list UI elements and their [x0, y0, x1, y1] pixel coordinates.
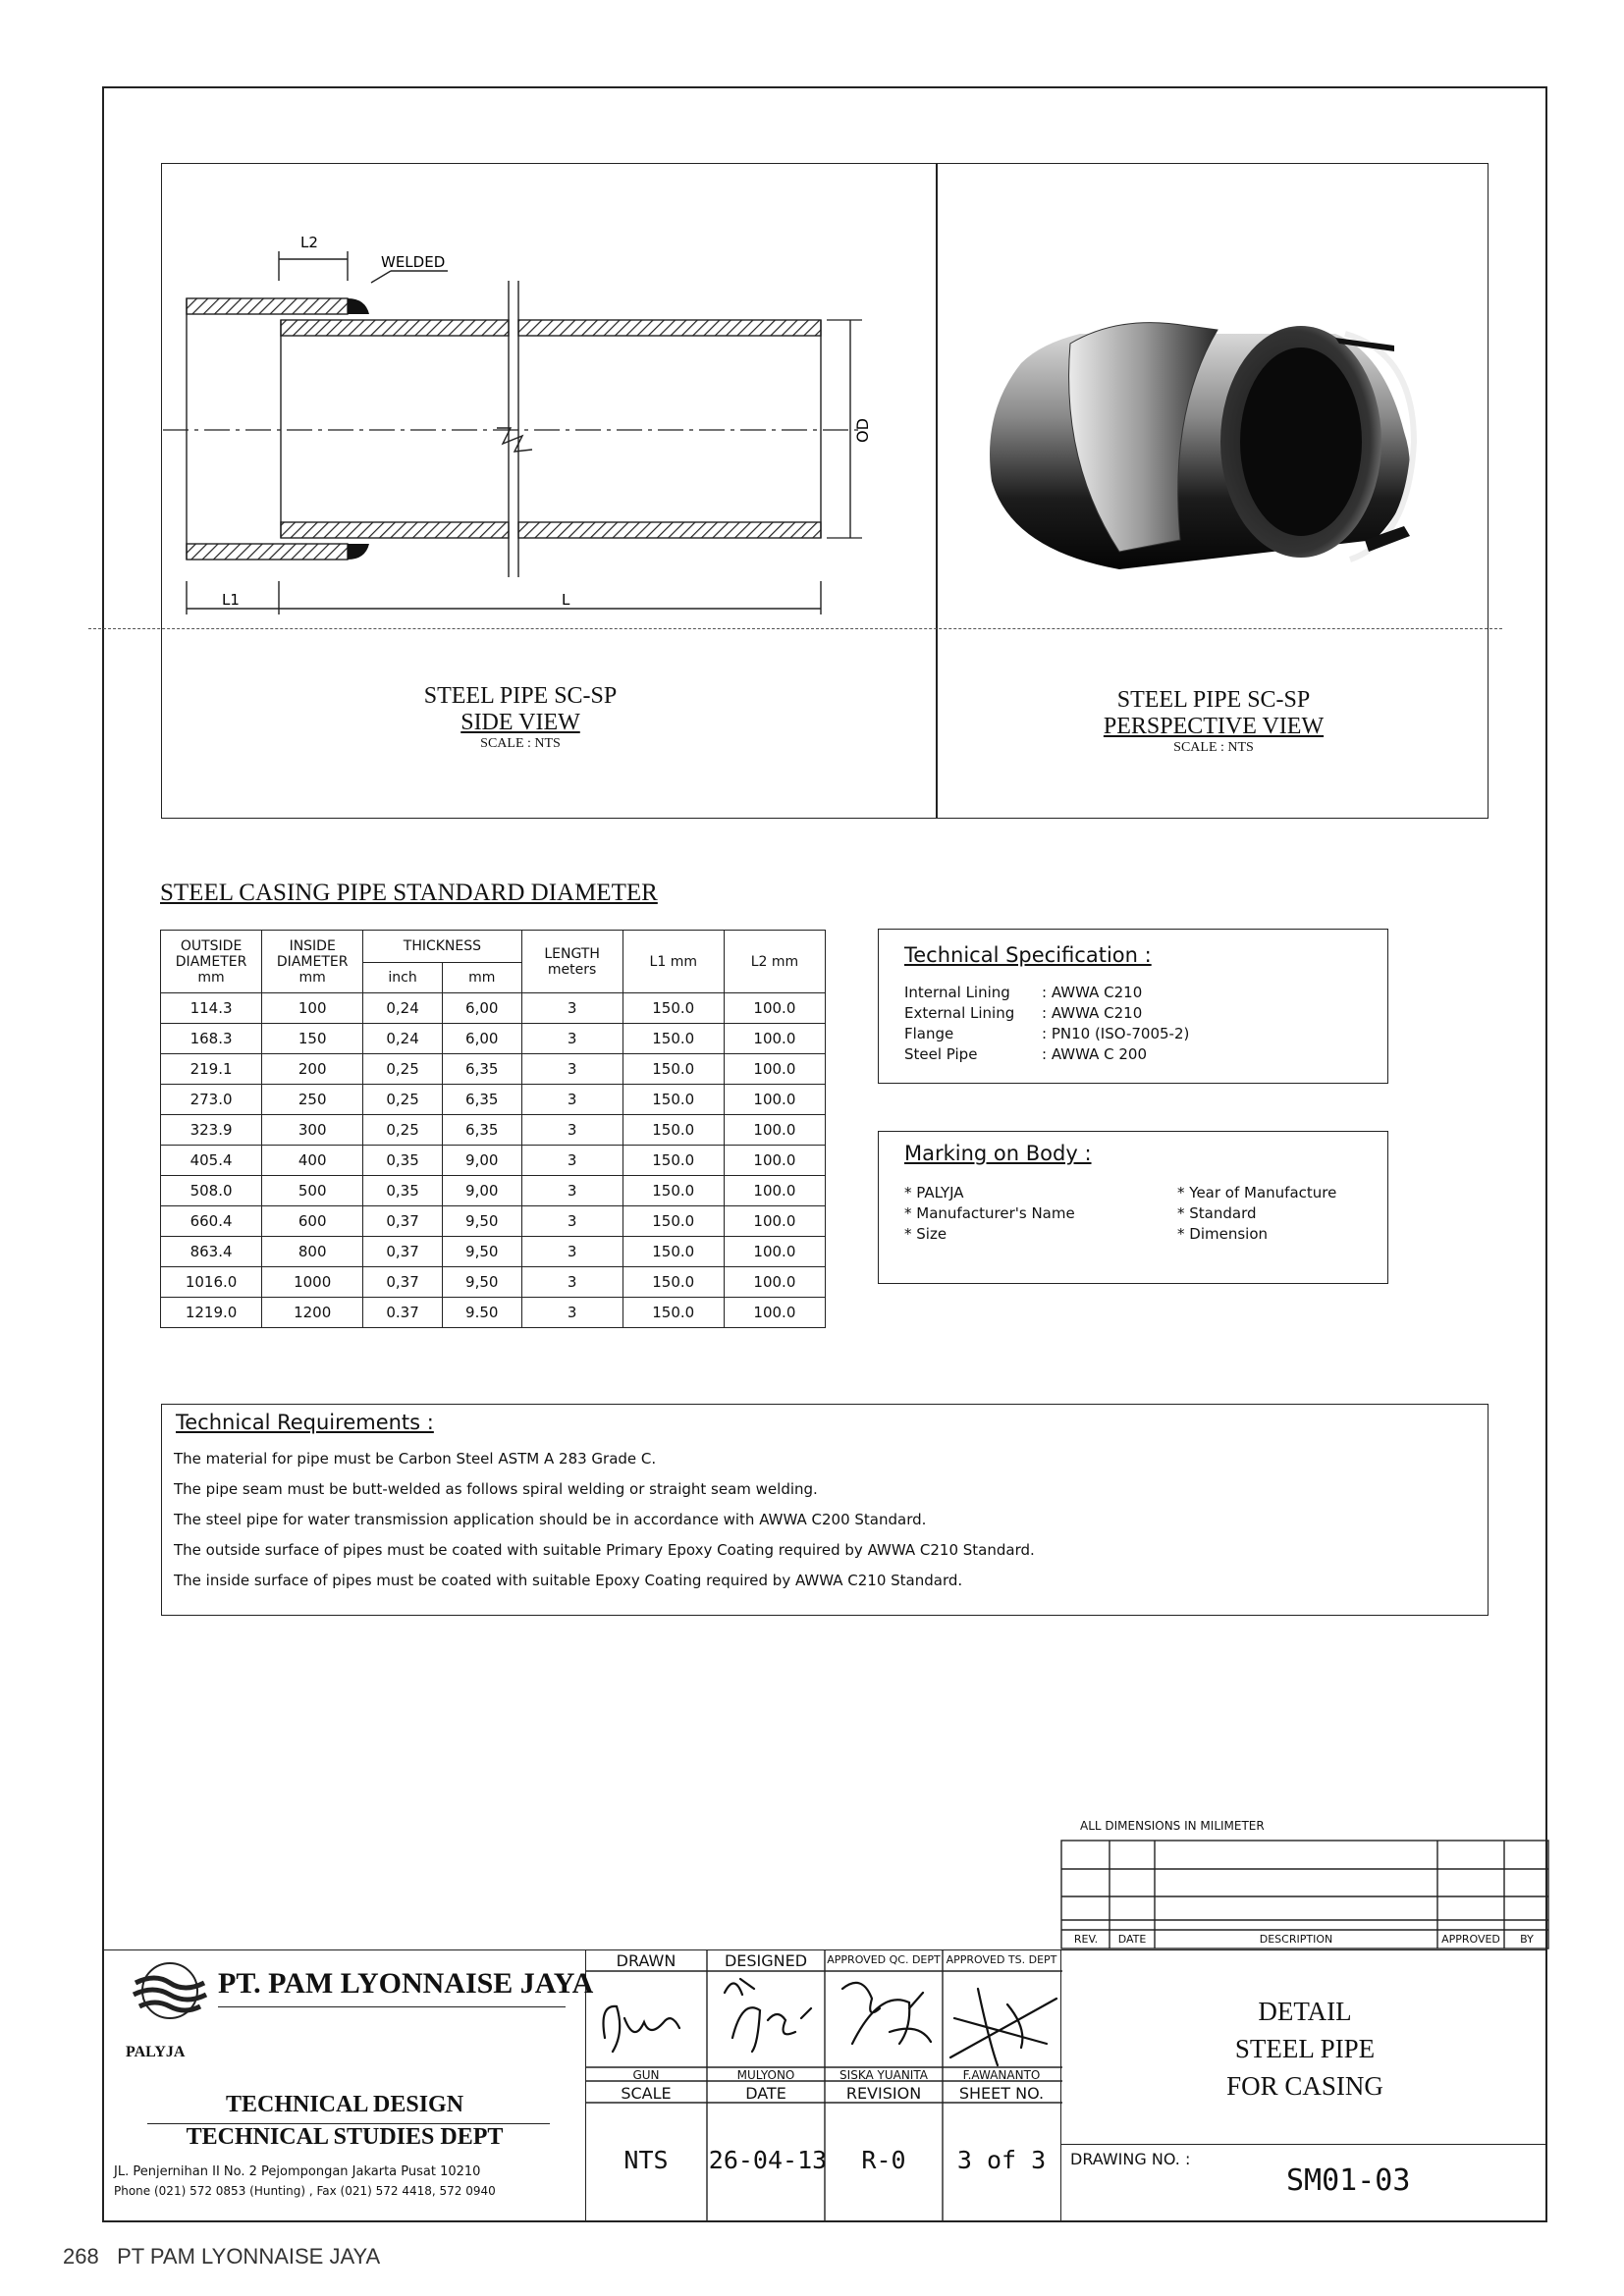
table-cell: 3	[521, 1298, 623, 1328]
table-cell: 150.0	[623, 1267, 724, 1298]
table-cell: 273.0	[161, 1085, 262, 1115]
date-label: DATE	[745, 2084, 786, 2103]
table-cell: 0,35	[363, 1146, 443, 1176]
table-cell: 3	[521, 1237, 623, 1267]
marking-item: * Year of Manufacture	[1177, 1184, 1337, 1201]
approved-ts-name: F.AWANANTO	[962, 2068, 1041, 2082]
perspective-view-scale: SCALE : NTS	[1173, 740, 1254, 755]
table-cell: 6,35	[442, 1085, 521, 1115]
technical-requirements-title: Technical Requirements :	[176, 1411, 434, 1434]
table-cell: 508.0	[161, 1176, 262, 1206]
table-cell: 0,24	[363, 993, 443, 1024]
table-row	[161, 1267, 826, 1298]
side-view-scale: SCALE : NTS	[480, 736, 561, 751]
table-cell: 100.0	[724, 1146, 825, 1176]
table-cell: 1000	[262, 1267, 363, 1298]
table-cell: 150.0	[623, 1115, 724, 1146]
drawing-title-line-2: STEEL PIPE	[1234, 2034, 1376, 2063]
spec-item-label: Steel Pipe	[904, 1045, 978, 1063]
requirement-item: The inside surface of pipes must be coated with suitable Epoxy Coating required by AWWA C210 Standard.	[174, 1572, 963, 1589]
designed-label: DESIGNED	[724, 1951, 808, 1970]
scale-label: SCALE	[621, 2084, 672, 2103]
spec-item	[904, 1003, 1189, 1024]
spec-item-label: Internal Lining	[904, 984, 1010, 1001]
table-cell: 0,37	[363, 1237, 443, 1267]
table-cell: 9.50	[442, 1298, 521, 1328]
header-l2: L2 mm	[724, 931, 825, 993]
table-cell: 3	[521, 1115, 623, 1146]
table-cell: 405.4	[161, 1146, 262, 1176]
palyja-logo-icon	[126, 1959, 214, 2022]
table-cell: 100.0	[724, 1267, 825, 1298]
header-thickness: THICKNESS	[363, 931, 521, 963]
drawn-name: GUN	[632, 2068, 660, 2082]
table-cell: 100.0	[724, 1024, 825, 1054]
rev-header-date: DATE	[1117, 1933, 1147, 1946]
spec-item-value: : AWWA C210	[1042, 984, 1143, 1001]
table-cell: 6,00	[442, 1024, 521, 1054]
company-name: PT. PAM LYONNAISE JAYA	[218, 1967, 594, 2000]
drawing-title-line-3: FOR CASING	[1226, 2071, 1383, 2101]
designed-name: MULYONO	[736, 2068, 795, 2082]
table-cell: 100.0	[724, 993, 825, 1024]
table-cell: 800	[262, 1237, 363, 1267]
company-phone: Phone (021) 572 0853 (Hunting) , Fax (021) 572 4418, 572 0940	[114, 2184, 496, 2198]
company-address: JL. Penjernihan II No. 2 Pejompongan Jakarta Pusat 10210	[114, 2164, 481, 2179]
perspective-view-title-block	[1066, 687, 1361, 756]
marking-left-list	[904, 1183, 1075, 1245]
table-cell: 150.0	[623, 1024, 724, 1054]
spec-item	[904, 1024, 1189, 1044]
header-l1: L1 mm	[623, 931, 724, 993]
table-cell: 3	[521, 1267, 623, 1298]
table-row	[161, 1206, 826, 1237]
l1-label: L1	[222, 591, 240, 609]
table-row	[161, 1298, 826, 1328]
table-cell: 9,50	[442, 1267, 521, 1298]
table-cell: 0,37	[363, 1206, 443, 1237]
department-technical-studies: TECHNICAL STUDIES DEPT	[186, 2124, 504, 2150]
table-cell: 150.0	[623, 993, 724, 1024]
table-row	[161, 1146, 826, 1176]
table-cell: 150.0	[623, 1054, 724, 1085]
table-cell: 3	[521, 1176, 623, 1206]
rev-header-by: BY	[1520, 1933, 1534, 1946]
table-cell: 3	[521, 1054, 623, 1085]
table-cell: 660.4	[161, 1206, 262, 1237]
header-od: OUTSIDE DIAMETER mm	[161, 931, 262, 993]
side-view-subtitle: SIDE VIEW	[460, 710, 580, 735]
rev-header-description: DESCRIPTION	[1259, 1933, 1333, 1946]
table-cell: 1219.0	[161, 1298, 262, 1328]
table-cell: 100.0	[724, 1176, 825, 1206]
table-cell: 3	[521, 1146, 623, 1176]
perspective-view-subtitle: PERSPECTIVE VIEW	[1103, 714, 1325, 739]
table-cell: 9,50	[442, 1237, 521, 1267]
table-cell: 150.0	[623, 1085, 724, 1115]
side-view-title: STEEL PIPE SC-SP	[423, 683, 618, 709]
marking-right-list	[1177, 1183, 1336, 1245]
l2-label: L2	[300, 234, 318, 251]
drawn-label: DRAWN	[616, 1951, 677, 1970]
scale-value: NTS	[623, 2146, 669, 2174]
rev-header-approved: APPROVED	[1441, 1933, 1500, 1946]
department-technical-design: TECHNICAL DESIGN	[225, 2092, 464, 2117]
table-row	[161, 1024, 826, 1054]
welded-label: WELDED	[381, 253, 446, 271]
requirement-item: The outside surface of pipes must be coated with suitable Primary Epoxy Coating required by AWWA C210 Standard.	[174, 1541, 1035, 1559]
company-name-underline	[218, 2006, 566, 2007]
table-cell: 0.37	[363, 1298, 443, 1328]
table-cell: 219.1	[161, 1054, 262, 1085]
table-cell: 863.4	[161, 1237, 262, 1267]
dimensions-note: ALL DIMENSIONS IN MILIMETER	[1080, 1819, 1265, 1833]
approved-ts-label: APPROVED TS. DEPT	[946, 1953, 1057, 1966]
table-cell: 300	[262, 1115, 363, 1146]
spec-item-label: Flange	[904, 1025, 954, 1042]
rev-header-rev: REV.	[1073, 1933, 1099, 1946]
table-row	[161, 1115, 826, 1146]
table-cell: 100.0	[724, 1054, 825, 1085]
technical-specification-list	[904, 983, 1189, 1065]
table-cell: 1016.0	[161, 1267, 262, 1298]
requirement-item: The steel pipe for water transmission application should be in accordance with AWWA C200 Standard.	[174, 1511, 927, 1528]
table-cell: 150.0	[623, 1206, 724, 1237]
header-id: INSIDE DIAMETER mm	[262, 931, 363, 993]
table-cell: 6,35	[442, 1054, 521, 1085]
header-length: LENGTH meters	[521, 931, 623, 993]
sheet-value: 3 of 3	[956, 2146, 1047, 2174]
table-cell: 100.0	[724, 1085, 825, 1115]
table-cell: 6,00	[442, 993, 521, 1024]
table-cell: 150.0	[623, 1176, 724, 1206]
spec-item	[904, 983, 1189, 1003]
table-cell: 250	[262, 1085, 363, 1115]
table-cell: 3	[521, 1024, 623, 1054]
views-dashed-line	[88, 628, 1502, 629]
table-cell: 0,25	[363, 1115, 443, 1146]
table-cell: 100	[262, 993, 363, 1024]
approved-qc-name: SISKA YUANITA	[839, 2068, 928, 2082]
requirement-item: The material for pipe must be Carbon Steel ASTM A 283 Grade C.	[174, 1450, 657, 1468]
drawing-no-divider	[1060, 2144, 1547, 2145]
table-cell: 200	[262, 1054, 363, 1085]
table-cell: 100.0	[724, 1206, 825, 1237]
l-label: L	[562, 591, 570, 609]
table-cell: 0,35	[363, 1176, 443, 1206]
table-row	[161, 1176, 826, 1206]
table-cell: 100.0	[724, 1298, 825, 1328]
spec-item-value: : AWWA C 200	[1042, 1045, 1148, 1063]
table-cell: 9,00	[442, 1146, 521, 1176]
od-label: OD	[853, 418, 872, 443]
technical-requirements-box	[161, 1404, 1489, 1616]
sheet-label: SHEET NO.	[958, 2084, 1045, 2103]
marking-item: * Size	[904, 1225, 947, 1243]
marking-item: * PALYJA	[904, 1184, 964, 1201]
footer-company: PT PAM LYONNAISE JAYA	[117, 2244, 381, 2269]
drawing-no-label: DRAWING NO. :	[1070, 2150, 1191, 2168]
technical-specification-box	[878, 929, 1388, 1084]
table-cell: 100.0	[724, 1237, 825, 1267]
technical-specification-title: Technical Specification :	[904, 943, 1152, 967]
table-cell: 400	[262, 1146, 363, 1176]
marking-item: * Manufacturer's Name	[904, 1204, 1075, 1222]
table-cell: 1200	[262, 1298, 363, 1328]
drawing-no-value: SM01-03	[1286, 2163, 1411, 2198]
table-cell: 6,35	[442, 1115, 521, 1146]
table-cell: 150.0	[623, 1298, 724, 1328]
table-cell: 114.3	[161, 993, 262, 1024]
spec-item-label: External Lining	[904, 1004, 1015, 1022]
footer	[63, 2244, 380, 2269]
marking-on-body-title: Marking on Body :	[904, 1142, 1092, 1165]
table-row	[161, 993, 826, 1024]
header-inch: inch	[363, 963, 443, 993]
table-cell: 3	[521, 1206, 623, 1237]
spec-item-value: : AWWA C210	[1042, 1004, 1143, 1022]
table-cell: 168.3	[161, 1024, 262, 1054]
side-view-drawing	[163, 165, 935, 626]
table-cell: 9,50	[442, 1206, 521, 1237]
table-cell: 9,00	[442, 1176, 521, 1206]
drawing-title	[1062, 1993, 1547, 2105]
spec-item	[904, 1044, 1189, 1065]
perspective-view-title: STEEL PIPE SC-SP	[1116, 687, 1311, 713]
table-cell: 323.9	[161, 1115, 262, 1146]
table-cell: 500	[262, 1176, 363, 1206]
table-cell: 150.0	[623, 1237, 724, 1267]
table-cell: 3	[521, 1085, 623, 1115]
standard-table-title: STEEL CASING PIPE STANDARD DIAMETER	[160, 880, 658, 906]
table-cell: 0,25	[363, 1054, 443, 1085]
table-cell: 150	[262, 1024, 363, 1054]
requirement-item: The pipe seam must be butt-welded as follows spiral welding or straight seam welding.	[174, 1480, 818, 1498]
table-cell: 0,37	[363, 1267, 443, 1298]
page-number: 268	[63, 2244, 99, 2269]
standard-diameter-table	[160, 930, 826, 1328]
palyja-logo-text: PALYJA	[126, 2044, 186, 2060]
table-row	[161, 1085, 826, 1115]
side-view-title-block	[373, 683, 668, 752]
date-value: 26-04-13	[708, 2146, 828, 2174]
marking-item: * Standard	[1177, 1204, 1257, 1222]
revision-label: REVISION	[845, 2084, 922, 2103]
table-cell: 3	[521, 993, 623, 1024]
table-cell: 150.0	[623, 1146, 724, 1176]
table-cell: 0,24	[363, 1024, 443, 1054]
marking-item: * Dimension	[1177, 1225, 1268, 1243]
approved-qc-label: APPROVED QC. DEPT	[827, 1953, 941, 1966]
technical-requirements-list	[174, 1450, 1035, 1602]
header-mm: mm	[442, 963, 521, 993]
table-cell: 100.0	[724, 1115, 825, 1146]
table-cell: 0,25	[363, 1085, 443, 1115]
spec-item-value: : PN10 (ISO-7005-2)	[1042, 1025, 1190, 1042]
table-row	[161, 1054, 826, 1085]
table-cell: 600	[262, 1206, 363, 1237]
views-divider	[936, 163, 938, 819]
table-row	[161, 1237, 826, 1267]
marking-on-body-box	[878, 1131, 1388, 1284]
perspective-view-drawing	[962, 294, 1453, 589]
revision-value: R-0	[861, 2146, 906, 2174]
drawing-title-line-1: DETAIL	[1258, 1997, 1352, 2026]
